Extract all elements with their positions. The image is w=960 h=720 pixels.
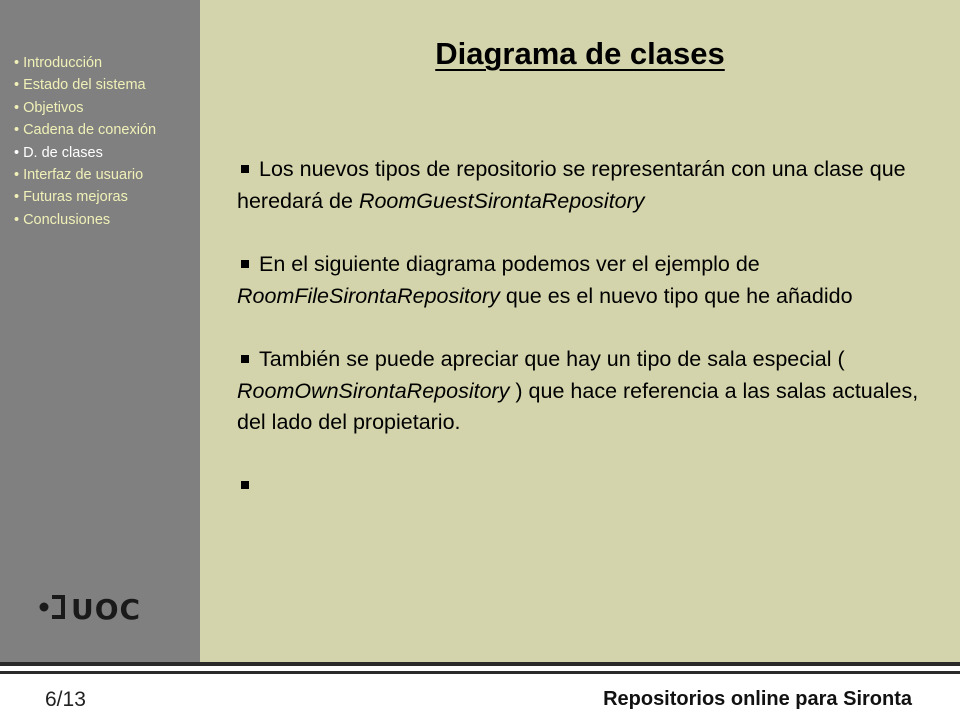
logo-text: UOC	[71, 593, 142, 624]
sidebar-item-label: Interfaz de usuario	[23, 167, 144, 184]
sidebar-item-4[interactable]	[14, 119, 156, 141]
sidebar-nav	[14, 52, 156, 231]
bullet-dot-icon: •	[14, 167, 20, 184]
sidebar-item-label: Cadena de conexión	[23, 122, 157, 139]
square-bullet-icon	[241, 260, 249, 268]
sidebar-item-2[interactable]	[14, 74, 156, 96]
square-bullet-icon	[241, 355, 249, 363]
bullet-dot-icon: •	[14, 99, 20, 116]
bullet-item	[237, 154, 937, 217]
footer-title: Repositorios online para Sironta	[603, 688, 912, 710]
bullet-list	[237, 154, 937, 534]
class-name-text: RoomGuestSirontaRepository	[358, 188, 645, 213]
sidebar-item-label: Estado del sistema	[23, 77, 146, 94]
sidebar-item-label: Futuras mejoras	[23, 189, 128, 206]
bullet-dot-icon: •	[14, 189, 20, 206]
bullet-item	[237, 344, 937, 439]
bullet-text: Los nuevos tipos de repositorio se representarán con una clase que heredará de	[237, 157, 906, 213]
bullet-text: que es el nuevo tipo que he añadido	[499, 283, 853, 308]
sidebar-item-6[interactable]	[14, 164, 156, 186]
sidebar-item-label: Introducción	[23, 55, 103, 71]
bullet-dot-icon: •	[14, 55, 20, 71]
bullet-text: ) que hace referencia a las salas actuales, del lado del propietario.	[237, 378, 919, 434]
class-name-text: RoomOwnSirontaRepository	[237, 378, 510, 403]
square-bullet-icon	[241, 481, 249, 489]
footer-divider-bottom	[0, 671, 960, 674]
sidebar-item-label: Objetivos	[23, 99, 84, 116]
square-bullet-icon	[241, 165, 249, 173]
bullet-dot-icon: •	[14, 211, 20, 228]
sidebar-item-label: D. de clases	[23, 144, 103, 161]
bullet-dot-icon: •	[14, 77, 20, 94]
uoc-logo	[38, 590, 148, 624]
bullet-item	[237, 249, 937, 312]
sidebar	[0, 0, 200, 662]
page-number: 6/13	[45, 688, 86, 711]
sidebar-item-label: Conclusiones	[23, 211, 111, 228]
bullet-text: También se puede apreciar que hay un tipo de sala especial (	[259, 347, 845, 371]
bullet-text: En el siguiente diagrama podemos ver el ejemplo de	[259, 252, 760, 276]
bullet-dot-icon: •	[14, 122, 20, 139]
sidebar-item-7[interactable]	[14, 186, 156, 208]
slide-content	[200, 0, 960, 662]
sidebar-item-5[interactable]	[14, 142, 156, 164]
bullet-dot-icon: •	[14, 144, 20, 161]
slide-title: Diagrama de clases	[435, 36, 725, 71]
bullet-item	[237, 471, 937, 503]
sidebar-item-1[interactable]	[14, 52, 156, 74]
class-name-text: RoomFileSirontaRepository	[237, 283, 500, 308]
sidebar-item-8[interactable]	[14, 209, 156, 231]
sidebar-item-3[interactable]	[14, 97, 156, 119]
footer-divider-top	[0, 662, 960, 666]
